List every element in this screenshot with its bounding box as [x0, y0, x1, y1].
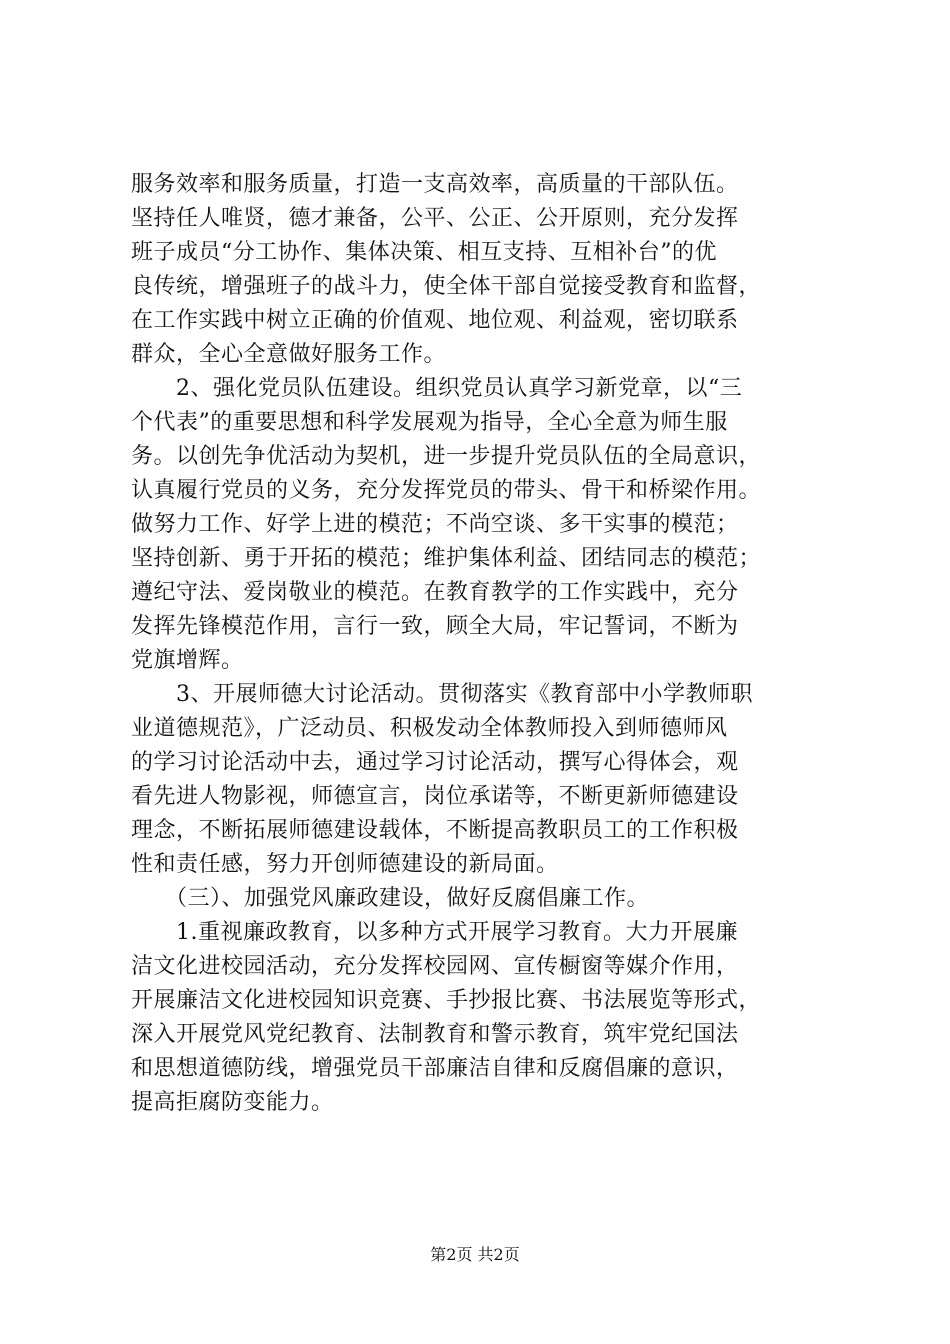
text-line: 务。以创先争优活动为契机，进一步提升党员队伍的全局意识，	[131, 444, 762, 469]
text-line: 提高拒腐防变能力。	[131, 1090, 334, 1115]
text-line: 做努力工作、好学上进的模范；不尚空谈、多干实事的模范；	[131, 512, 739, 537]
text-line: 群众，全心全意做好服务工作。	[131, 342, 447, 367]
text-line: 性和责任感，努力开创师德建设的新局面。	[131, 852, 559, 877]
text-line: 认真履行党员的义务，充分发挥党员的带头、骨干和桥梁作用。	[131, 478, 762, 503]
text-line: 发挥先锋模范作用，言行一致，顾全大局，牢记誓词，不断为	[131, 614, 739, 639]
text-line: 服务效率和服务质量，打造一支高效率，高质量的干部队伍。	[131, 172, 739, 197]
text-line: 和思想道德防线，增强党员干部廉洁自律和反腐倡廉的意识，	[131, 1056, 739, 1081]
text-line: 洁文化进校园活动，充分发挥校园网、宣传橱窗等媒介作用，	[131, 954, 739, 979]
text-line: 理念，不断拓展师德建设载体，不断提高教职员工的工作积极	[131, 818, 739, 843]
text-line: 良传统，增强班子的战斗力，使全体干部自觉接受教育和监督，	[131, 274, 762, 299]
text-line: 坚持任人唯贤，德才兼备，公平、公正、公开原则，充分发挥	[131, 206, 739, 231]
text-line: 开展廉洁文化进校园知识竞赛、手抄报比赛、书法展览等形式，	[131, 988, 762, 1013]
text-line: （三）、加强党风廉政建设，做好反腐倡廉工作。	[131, 886, 650, 911]
text-line: 2、强化党员队伍建设。组织党员认真学习新党章，以“三	[131, 376, 743, 401]
text-line: 业道德规范》，广泛动员、积极发动全体教师投入到师德师风	[131, 716, 728, 741]
text-line: 深入开展党风党纪教育、法制教育和警示教育，筑牢党纪国法	[131, 1022, 739, 1047]
text-line: 坚持创新、勇于开拓的模范；维护集体利益、团结同志的模范；	[131, 546, 762, 571]
page-footer: 第2页 共2页	[430, 1245, 520, 1264]
text-line: 1.重视廉政教育，以多种方式开展学习教育。大力开展廉	[131, 920, 738, 945]
text-line: 班子成员“分工协作、集体决策、相互支持、互相补台”的优	[131, 240, 717, 265]
text-line: 在工作实践中树立正确的价值观、地位观、利益观，密切联系	[131, 308, 739, 333]
text-line: 党旗增辉。	[131, 648, 244, 673]
text-line: 遵纪守法、爱岗敬业的模范。在教育教学的工作实践中，充分	[131, 580, 739, 605]
text-line: 看先进人物影视，师德宣言，岗位承诺等，不断更新师德建设	[131, 784, 739, 809]
text-line: 个代表”的重要思想和科学发展观为指导，全心全意为师生服	[131, 410, 728, 435]
body-text	[131, 168, 831, 1120]
text-line: 3、开展师德大讨论活动。贯彻落实《教育部中小学教师职	[131, 682, 753, 707]
text-line: 的学习讨论活动中去，通过学习讨论活动，撰写心得体会，观	[131, 750, 739, 775]
